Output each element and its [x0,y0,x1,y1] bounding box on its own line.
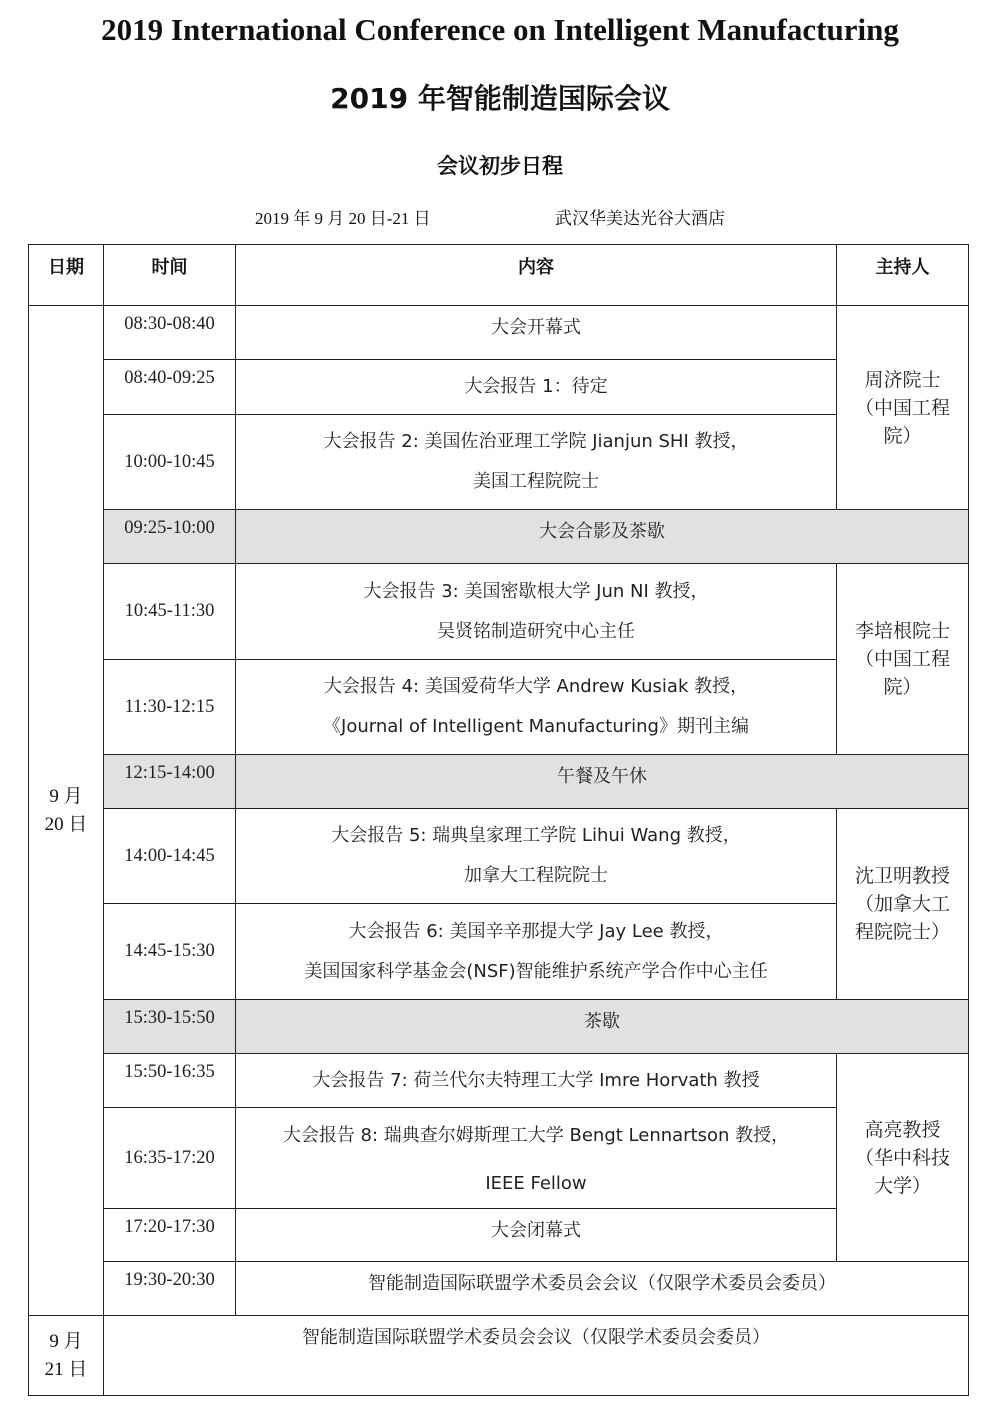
content-line: 加拿大工程院院士 [464,865,608,886]
session-time: 08:30-08:40 [104,306,236,360]
content-line: 美国国家科学基金会(NSF)智能维护系统产学合作中心主任 [304,960,768,982]
column-header-date: 日期 [29,245,104,306]
title-english: 2019 International Conference on Intelligent Manufacturing [101,12,899,47]
content-line: 《Journal of Intelligent Manufacturing》期刊主编 [323,716,749,737]
table-row [29,1316,969,1396]
session-time: 08:40-09:25 [104,360,236,415]
content-line: 智能制造国际联盟学术委员会会议（仅限学术委员会委员） [302,1327,770,1348]
session-time: 11:30-12:15 [104,660,236,755]
table-row [29,755,969,809]
table-row [29,1262,969,1316]
content-line: 大会报告 4: 美国爱荷华大学 Andrew Kusiak 教授， [323,676,749,697]
session-time: 15:50-16:35 [104,1054,236,1108]
session-time: 10:00-10:45 [104,415,236,510]
session-time: 09:25-10:00 [104,510,236,564]
content-line: 智能制造国际联盟学术委员会会议（仅限学术委员会委员） [368,1273,836,1294]
session-content [236,564,837,660]
session-content [236,1054,837,1108]
day-1-date: 9 月 20 日 [29,306,104,1316]
table-header-row [29,245,969,306]
content-line: 大会报告 2: 美国佐治亚理工学院 Jianjun SHI 教授， [323,431,749,452]
session-host: 沈卫明教授 （加拿大工 程院院士） [837,809,969,1000]
session-content [236,510,969,564]
session-content [104,1316,969,1396]
session-time: 19:30-20:30 [104,1262,236,1316]
session-content [236,1000,969,1054]
table-row [29,564,969,660]
session-host: 高亮教授 （华中科技 大学） [837,1054,969,1262]
session-time: 15:30-15:50 [104,1000,236,1054]
session-time: 14:45-15:30 [104,904,236,1000]
session-content [236,1209,837,1262]
session-time: 14:00-14:45 [104,809,236,904]
session-content [236,360,837,415]
session-content [236,415,837,510]
session-time: 12:15-14:00 [104,755,236,809]
session-content [236,904,837,1000]
table-row [29,306,969,360]
session-content [236,306,837,360]
content-line: 大会报告 7: 荷兰代尔夫特理工大学 Imre Horvath 教授 [312,1069,760,1091]
table-row [29,660,969,755]
content-line: 大会合影及茶歇 [539,521,665,542]
table-row [29,1000,969,1054]
session-content [236,1108,837,1209]
column-header-time: 时间 [104,245,236,306]
content-line: 茶歇 [584,1011,620,1032]
day-2-date: 9 月 21 日 [29,1316,104,1396]
session-content [236,1262,969,1316]
session-time: 17:20-17:30 [104,1209,236,1262]
column-header-host: 主持人 [837,245,969,306]
content-line: 午餐及午休 [557,766,647,787]
table-row [29,360,969,415]
content-line: 大会报告 1：待定 [464,376,608,397]
session-time: 10:45-11:30 [104,564,236,660]
conference-date: 2019 年 9 月 20 日-21 日 [255,209,431,228]
table-row [29,904,969,1000]
table-row [29,1209,969,1262]
session-content [236,660,837,755]
content-line: 大会报告 3: 美国密歇根大学 Jun NI 教授， [363,580,709,602]
column-header-content: 内容 [236,245,837,306]
table-row [29,510,969,564]
schedule-table [28,244,969,1396]
content-line: 美国工程院院士 [473,471,599,492]
session-host: 周济院士 （中国工程 院） [837,306,969,510]
table-row [29,1108,969,1209]
content-line: 大会报告 5: 瑞典皇家理工学院 Lihui Wang 教授， [331,825,741,846]
content-line: 大会开幕式 [491,317,581,338]
schedule-subtitle: 会议初步日程 [437,154,563,178]
table-row [29,1054,969,1108]
title-chinese: 2019 年智能制造国际会议 [330,82,670,115]
session-time: 16:35-17:20 [104,1108,236,1209]
table-row [29,415,969,510]
content-line: 大会报告 8: 瑞典查尔姆斯理工大学 Bengt Lennartson 教授， [282,1125,790,1146]
table-row [29,809,969,904]
session-content [236,809,837,904]
session-host: 李培根院士 （中国工程 院） [837,564,969,755]
content-line: 大会闭幕式 [491,1220,581,1241]
session-content [236,755,969,809]
content-line: 吴贤铭制造研究中心主任 [437,620,635,642]
content-line: 大会报告 6: 美国辛辛那提大学 Jay Lee 教授， [348,920,724,942]
conference-venue: 武汉华美达光谷大酒店 [555,209,725,228]
content-line: IEEE Fellow [485,1173,587,1194]
